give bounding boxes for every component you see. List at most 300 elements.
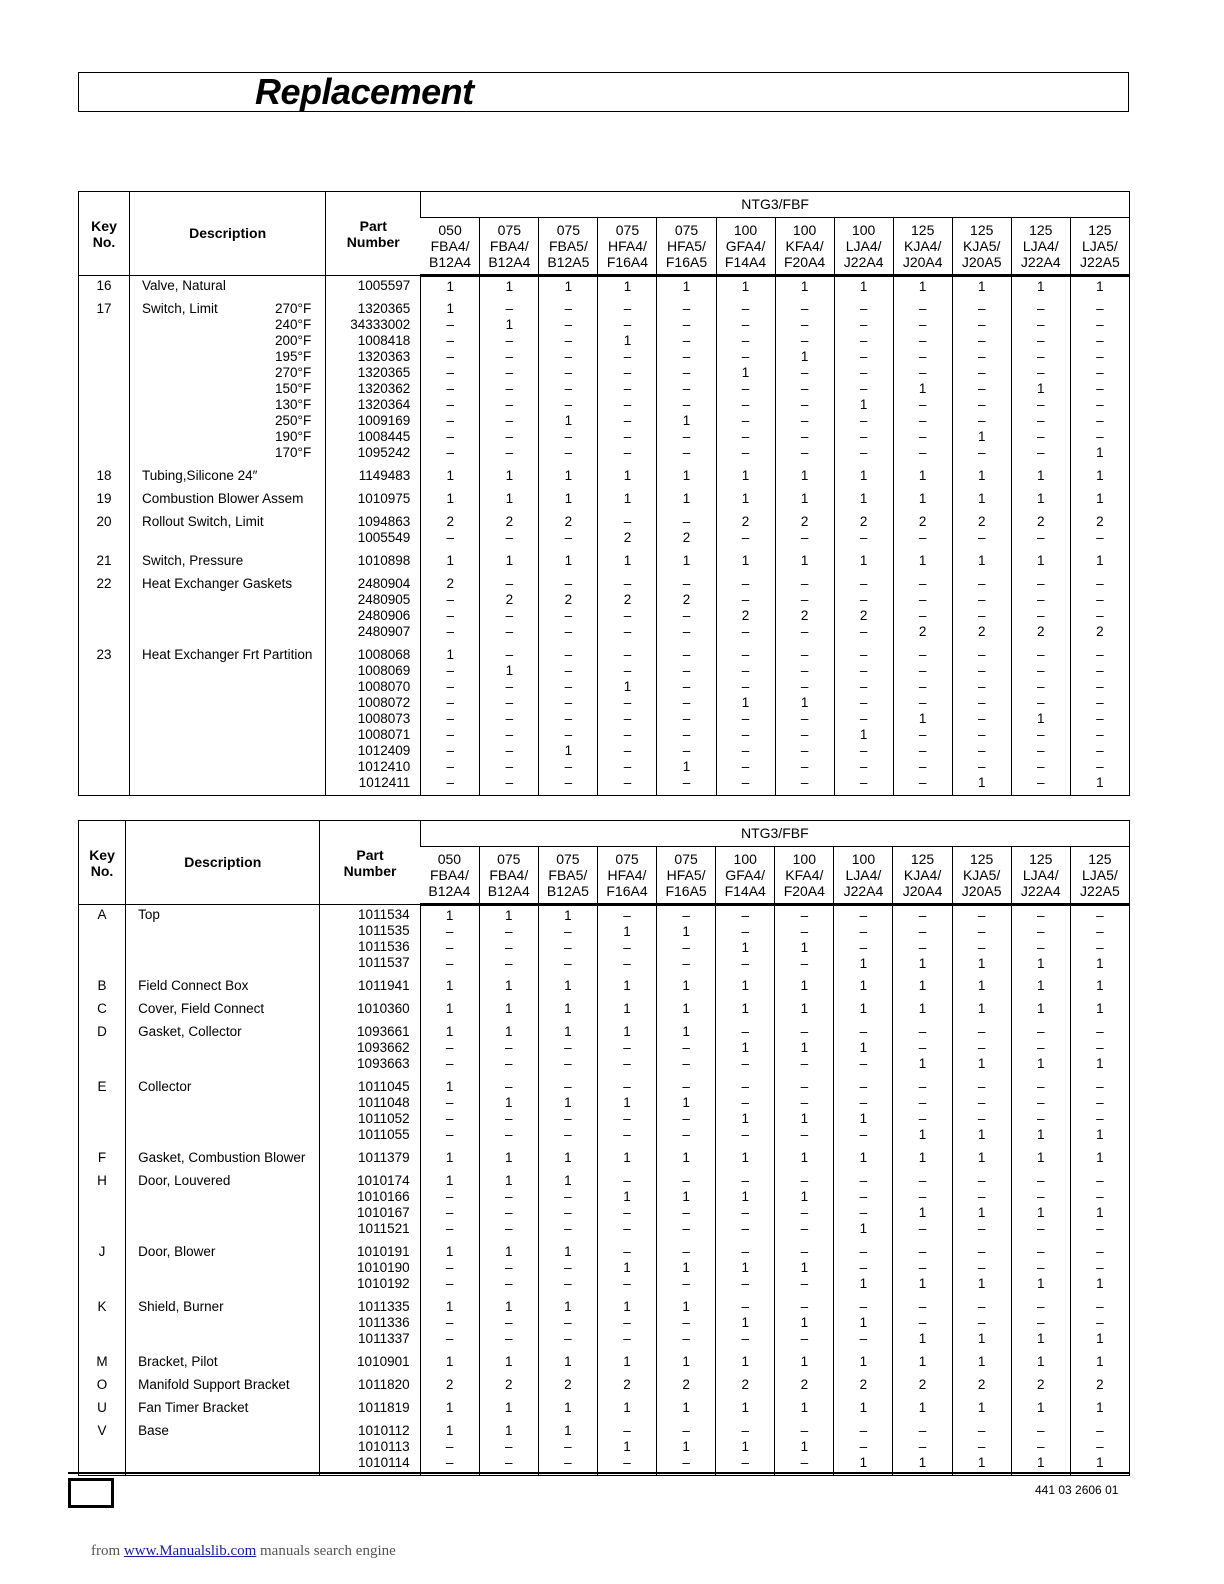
quantity-value: – <box>741 1298 749 1314</box>
quantity-cell <box>775 299 834 466</box>
quantity-value: 1 <box>682 1149 690 1165</box>
quantity-cell <box>421 489 480 512</box>
quantity-cell <box>539 551 598 574</box>
quantity-value: – <box>741 529 750 545</box>
quantity-value: 1 <box>623 1000 631 1016</box>
quantity-cell <box>1070 1352 1129 1375</box>
key-number <box>79 276 130 299</box>
quantity-value: 2 <box>1096 513 1104 529</box>
quantity-value: 1 <box>1037 956 1045 971</box>
quantity-value: 1 <box>505 467 514 483</box>
quantity-value: – <box>1037 316 1045 332</box>
quantity-cell <box>1011 1352 1070 1375</box>
quantity-value: – <box>741 710 750 726</box>
quantity-value: – <box>918 316 927 332</box>
quantity-cell <box>538 1398 597 1421</box>
quantity-value: – <box>977 316 986 332</box>
part-number <box>326 645 421 796</box>
limit-temperature: 270°F <box>275 300 312 316</box>
quantity-cell <box>1011 1022 1070 1077</box>
quantity-value: 1 <box>623 1353 631 1369</box>
quantity-cell <box>1070 1242 1129 1297</box>
quantity-cell <box>1070 1148 1129 1171</box>
quantity-value: 1 <box>445 908 454 923</box>
quantity-value: 1 <box>859 1000 868 1016</box>
part-number-text: 1005549 <box>357 529 411 545</box>
quantity-value: 1 <box>800 552 809 568</box>
quantity-cell <box>952 574 1011 645</box>
quantity-value: – <box>623 742 632 758</box>
part-number <box>326 276 421 299</box>
model-header-line: 125 <box>910 851 935 867</box>
quantity-cell <box>479 1148 538 1171</box>
quantity-value: – <box>977 1188 986 1204</box>
quantity-cell <box>597 1171 656 1242</box>
quantity-value: 2 <box>564 513 573 529</box>
part-number <box>320 1421 420 1476</box>
quantity-cell <box>480 645 539 796</box>
quantity-value: 1 <box>918 1204 927 1220</box>
part-number-text: 1093663 <box>357 1055 410 1071</box>
quantity-value: – <box>1096 924 1104 939</box>
model-header-line: J20A4 <box>902 883 943 899</box>
quantity-cell <box>1011 299 1070 466</box>
quantity-value: – <box>623 380 632 396</box>
quantity-value: – <box>800 1243 809 1259</box>
quantity-value: 1 <box>1096 1330 1104 1346</box>
quantity-cell <box>775 645 834 796</box>
quantity-cell <box>1070 276 1129 299</box>
part-number-text: 1010191 <box>357 1243 410 1259</box>
part-number-text: 1008072 <box>357 694 411 710</box>
part-description <box>126 1352 320 1375</box>
quantity-value: – <box>977 1314 986 1330</box>
quantity-value: – <box>446 774 455 790</box>
quantity-cell <box>420 1352 479 1375</box>
part-number <box>326 489 421 512</box>
quantity-value: – <box>446 662 455 678</box>
quantity-cell <box>775 1148 834 1171</box>
quantity-value: – <box>1037 726 1045 742</box>
quantity-cell <box>893 645 952 796</box>
quantity-value: 1 <box>564 1243 572 1259</box>
quantity-cell <box>834 1297 893 1352</box>
quantity-value: – <box>623 623 632 639</box>
model-header-line: B12A4 <box>488 254 531 270</box>
quantity-value: – <box>682 1055 690 1071</box>
quantity-value: 2 <box>505 1376 513 1392</box>
quantity-cell <box>952 1421 1011 1476</box>
quantity-cell <box>597 1022 656 1077</box>
quantity-value: – <box>564 940 572 955</box>
part-number-text: 34333002 <box>350 316 411 332</box>
quantity-value: 2 <box>505 591 514 607</box>
quantity-value: – <box>623 412 632 428</box>
quantity-cell <box>1011 276 1070 299</box>
quantity-value: – <box>918 742 927 758</box>
quantity-cell <box>597 999 656 1022</box>
quantity-value: – <box>446 348 455 364</box>
key-number <box>79 1242 126 1297</box>
quantity-value: – <box>859 646 868 662</box>
parts-group-row <box>79 1148 1130 1171</box>
quantity-cell <box>657 1077 716 1148</box>
quantity-value: 1 <box>1096 444 1104 460</box>
quantity-value: – <box>918 1188 927 1204</box>
model-header-line: HFA4/ <box>607 867 647 883</box>
key-number-text: K <box>97 1298 107 1314</box>
quantity-value: 1 <box>682 412 691 428</box>
key-header-line: No. <box>90 862 114 879</box>
quantity-value: – <box>682 1422 690 1438</box>
quantity-value: 2 <box>918 1376 927 1392</box>
quantity-cell <box>657 1171 716 1242</box>
quantity-value: – <box>800 575 809 591</box>
quantity-value: – <box>741 1330 749 1346</box>
model-header-line: HFA5/ <box>666 867 706 883</box>
quantity-value: – <box>445 1094 454 1110</box>
quantity-value: – <box>1037 1438 1045 1454</box>
quantity-cell <box>716 551 775 574</box>
quantity-value: – <box>505 1330 513 1346</box>
quantity-value: 1 <box>505 490 514 506</box>
quantity-cell <box>539 299 598 466</box>
quantity-value: – <box>741 623 750 639</box>
quantity-value: – <box>741 412 750 428</box>
quantity-value: 2 <box>682 591 691 607</box>
quantity-value: – <box>1096 694 1104 710</box>
part-number-text: 1011537 <box>358 955 410 970</box>
key-number <box>79 645 130 796</box>
quantity-cell <box>775 551 834 574</box>
quantity-value: – <box>682 662 691 678</box>
key-number-text: 20 <box>96 513 112 529</box>
quantity-value: 1 <box>445 1149 454 1165</box>
quantity-value: 1 <box>918 279 927 294</box>
quantity-cell <box>1011 645 1070 796</box>
quantity-value: – <box>1037 1298 1045 1314</box>
quantity-value: – <box>505 646 514 662</box>
quantity-value: 1 <box>564 742 573 758</box>
quantity-cell <box>952 466 1011 489</box>
model-group-header: NTG3/FBF <box>420 821 1129 847</box>
quantity-value: – <box>682 1330 690 1346</box>
quantity-value: – <box>564 1055 572 1071</box>
quantity-value: – <box>623 300 632 316</box>
quantity-value: 1 <box>564 908 572 923</box>
quantity-cell <box>421 276 480 299</box>
part-number-text: 1011535 <box>358 923 410 938</box>
model-column-header <box>834 847 893 905</box>
model-column-header <box>952 847 1011 905</box>
quantity-value: – <box>859 623 868 639</box>
quantity-cell <box>479 999 538 1022</box>
part-number-text: 1095242 <box>357 444 411 460</box>
quantity-cell <box>420 976 479 999</box>
quantity-value: 2 <box>682 529 691 545</box>
quantity-value: 2 <box>1037 513 1045 529</box>
quantity-cell <box>657 1398 716 1421</box>
key-no-header <box>79 821 126 905</box>
quantity-value: – <box>918 1078 927 1094</box>
quantity-value: – <box>564 1454 572 1470</box>
part-number <box>320 905 420 976</box>
quantity-value: – <box>446 742 455 758</box>
part-description <box>126 1077 320 1148</box>
model-header-line: 125 <box>969 851 994 867</box>
description-text: Door, Blower <box>138 1243 216 1259</box>
quantity-value: 2 <box>623 591 632 607</box>
quantity-value: 1 <box>741 1259 749 1275</box>
quantity-value: – <box>623 1110 631 1126</box>
part-number-text: 1010975 <box>357 490 411 506</box>
quantity-cell <box>1070 551 1129 574</box>
quantity-value: – <box>682 726 691 742</box>
quantity-value: – <box>741 1172 749 1188</box>
quantity-value: – <box>741 956 749 971</box>
quantity-value: 1 <box>1037 1275 1045 1291</box>
part-number <box>320 1398 420 1421</box>
quantity-value: – <box>977 332 986 348</box>
quantity-value: 2 <box>977 1376 986 1392</box>
quantity-value: – <box>918 1172 927 1188</box>
quantity-value: 1 <box>564 1149 572 1165</box>
quantity-value: – <box>446 678 455 694</box>
quantity-value: 2 <box>682 1376 690 1392</box>
quantity-value: 1 <box>800 1188 809 1204</box>
model-header-line: 100 <box>733 851 757 867</box>
quantity-value: 1 <box>977 1353 986 1369</box>
quantity-value: – <box>446 332 455 348</box>
key-number-text: O <box>96 1376 108 1392</box>
part-number <box>320 1148 420 1171</box>
model-header-line: FBA4/ <box>489 867 529 883</box>
part-number <box>320 976 420 999</box>
quantity-value: 1 <box>1096 467 1104 483</box>
quantity-value: 1 <box>918 490 927 506</box>
quantity-value: 1 <box>623 977 631 993</box>
quantity-cell <box>952 1242 1011 1297</box>
model-column-header <box>657 218 716 276</box>
quantity-value: – <box>623 1454 631 1470</box>
quantity-cell <box>421 512 480 551</box>
quantity-value: 1 <box>1096 552 1104 568</box>
model-header-line: KJA4/ <box>903 867 942 883</box>
quantity-value: 1 <box>682 1353 690 1369</box>
quantity-cell <box>420 905 479 976</box>
quantity-value: 1 <box>445 1353 454 1369</box>
quantity-value: 1 <box>564 1172 572 1188</box>
quantity-value: 1 <box>1037 1204 1045 1220</box>
part-number-text: 1010174 <box>357 1172 410 1188</box>
quantity-value: – <box>445 1220 454 1236</box>
quantity-value: – <box>977 575 986 591</box>
quantity-cell <box>952 489 1011 512</box>
key-number <box>79 489 130 512</box>
quantity-cell <box>420 1375 479 1398</box>
model-column-header <box>775 218 834 276</box>
quantity-value: 1 <box>505 662 514 678</box>
quantity-value: – <box>564 575 573 591</box>
quantity-value: 1 <box>977 552 986 568</box>
quantity-value: 1 <box>977 1330 986 1346</box>
quantity-cell <box>834 1421 893 1476</box>
quantity-value: 1 <box>977 1399 986 1415</box>
quantity-value: – <box>564 316 573 332</box>
quantity-value: – <box>977 1220 986 1236</box>
quantity-value: – <box>564 332 573 348</box>
quantity-value: – <box>564 1259 572 1275</box>
quantity-cell <box>1070 1171 1129 1242</box>
quantity-value: – <box>446 444 455 460</box>
quantity-cell <box>834 976 893 999</box>
quantity-value: – <box>859 924 868 939</box>
quantity-value: 1 <box>859 1454 868 1470</box>
quantity-cell <box>834 1077 893 1148</box>
quantity-value: 1 <box>682 1259 690 1275</box>
quantity-cell <box>716 1398 775 1421</box>
quantity-cell <box>479 905 538 976</box>
key-number <box>79 574 130 645</box>
quantity-value: – <box>918 694 927 710</box>
quantity-cell <box>538 1375 597 1398</box>
quantity-cell <box>1011 1398 1070 1421</box>
quantity-cell <box>893 1421 952 1476</box>
model-header-line: 125 <box>1088 222 1112 238</box>
part-number-text: 1011941 <box>358 977 410 993</box>
quantity-value: – <box>1096 726 1104 742</box>
quantity-value: – <box>918 1438 927 1454</box>
quantity-value: 1 <box>1037 1399 1045 1415</box>
quantity-value: – <box>564 1275 572 1291</box>
quantity-cell <box>775 512 834 551</box>
part-description <box>130 489 326 512</box>
quantity-value: – <box>682 444 691 460</box>
model-header-line: GFA4/ <box>725 867 766 883</box>
quantity-value: – <box>505 758 514 774</box>
quantity-value: – <box>1096 646 1104 662</box>
quantity-value: 1 <box>977 1055 986 1071</box>
quantity-value: 1 <box>623 552 632 568</box>
quantity-value: – <box>682 1172 690 1188</box>
part-number-text: 1320363 <box>357 348 411 364</box>
quantity-value: – <box>859 1126 868 1142</box>
quantity-value: – <box>1096 396 1104 412</box>
quantity-cell <box>480 574 539 645</box>
description-text: Valve, Natural <box>142 278 226 293</box>
quantity-cell <box>775 1077 834 1148</box>
quantity-value: 1 <box>505 1243 513 1259</box>
quantity-value: – <box>800 1422 809 1438</box>
model-header-line: 125 <box>1088 851 1112 867</box>
model-header-line: 075 <box>497 851 521 867</box>
quantity-cell <box>657 299 716 466</box>
quantity-cell <box>657 276 716 299</box>
quantity-value: – <box>800 956 809 971</box>
quantity-value: – <box>505 694 514 710</box>
key-number <box>79 1398 126 1421</box>
quantity-value: – <box>741 758 750 774</box>
quantity-value: – <box>1037 678 1045 694</box>
quantity-value: 1 <box>564 552 573 568</box>
quantity-value: – <box>1096 908 1104 923</box>
quantity-value: – <box>800 1298 809 1314</box>
quantity-value: 1 <box>1037 279 1045 294</box>
model-header-line: F16A4 <box>606 254 649 270</box>
quantity-value: – <box>918 575 927 591</box>
quantity-value: 1 <box>800 348 809 364</box>
model-column-header <box>480 218 539 276</box>
quantity-value: 1 <box>682 1023 690 1039</box>
model-header-line: 100 <box>733 222 758 238</box>
quantity-value: 1 <box>859 1110 868 1126</box>
quantity-value: – <box>741 300 750 316</box>
quantity-value: 1 <box>741 940 749 955</box>
quantity-value: – <box>623 694 632 710</box>
quantity-value: 1 <box>918 1399 927 1415</box>
quantity-value: – <box>445 1039 454 1055</box>
model-column-header <box>539 218 598 276</box>
quantity-cell <box>421 299 480 466</box>
quantity-cell <box>538 1297 597 1352</box>
quantity-value: – <box>800 758 809 774</box>
model-group-header: NTG3/FBF <box>421 192 1130 218</box>
quantity-value: – <box>859 774 868 790</box>
quantity-value: – <box>505 1039 513 1055</box>
quantity-value: – <box>918 396 927 412</box>
quantity-cell <box>1070 512 1129 551</box>
quantity-value: – <box>445 956 454 971</box>
quantity-value: – <box>1037 300 1045 316</box>
quantity-value: 2 <box>741 513 750 529</box>
part-number <box>326 551 421 574</box>
quantity-cell <box>657 574 716 645</box>
quantity-value: – <box>977 1094 986 1110</box>
quantity-value: – <box>564 1204 572 1220</box>
quantity-value: – <box>1037 694 1045 710</box>
quantity-value: 1 <box>918 1000 927 1016</box>
quantity-value: 1 <box>623 1259 631 1275</box>
quantity-value: – <box>741 1023 749 1039</box>
part-description <box>126 976 320 999</box>
quantity-value: – <box>1037 940 1045 955</box>
quantity-value: – <box>1096 1422 1104 1438</box>
quantity-cell <box>598 299 657 466</box>
quantity-value: 1 <box>859 1399 868 1415</box>
quantity-value: 2 <box>505 513 514 529</box>
quantity-value: – <box>564 726 573 742</box>
manualslib-link[interactable]: www.Manualslib.com <box>123 1543 257 1559</box>
quantity-value: – <box>623 940 631 955</box>
quantity-value: – <box>505 1110 513 1126</box>
quantity-cell <box>716 299 775 466</box>
quantity-value: 1 <box>741 490 750 506</box>
quantity-value: 1 <box>445 977 454 993</box>
model-header-line: 100 <box>792 851 816 867</box>
quantity-value: – <box>1037 364 1045 380</box>
limit-temperature: 200°F <box>275 332 312 348</box>
part-number-text: 1149483 <box>358 467 411 483</box>
description-header: Description <box>126 821 320 905</box>
quantity-value: – <box>623 1243 631 1259</box>
quantity-value: – <box>505 956 513 971</box>
quantity-value: 1 <box>859 1149 868 1165</box>
quantity-value: 1 <box>859 1220 868 1236</box>
description-text: Shield, Burner <box>138 1298 224 1314</box>
quantity-value: – <box>623 662 632 678</box>
quantity-value: – <box>800 529 809 545</box>
footer-prefix: from <box>91 1543 121 1559</box>
